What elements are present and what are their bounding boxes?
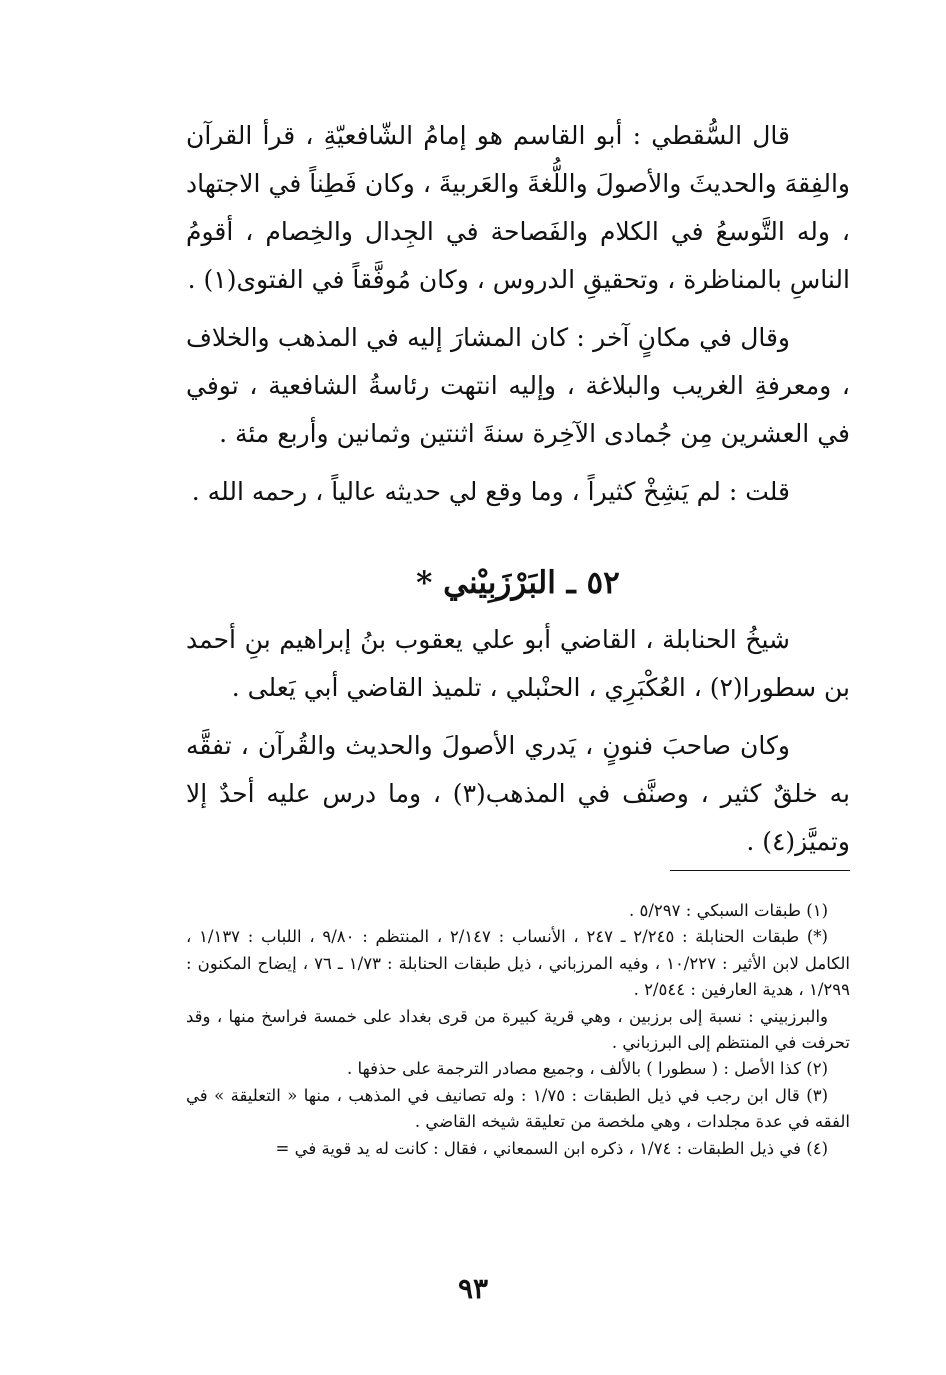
paragraph-3: قلت : لم يَشِخْ كثيراً ، وما وقع لي حديثه عالياً ، رحمه الله .: [191, 477, 790, 506]
section-heading: ٥٢ ـ البَرْزَبِيْني *: [416, 565, 620, 601]
footnote-separator: [670, 870, 850, 871]
page-number: ٩٣: [457, 1272, 489, 1305]
footnote-1: (١) طبقات السبكي : ٥/٢٩٧ .: [629, 901, 828, 920]
paragraph-5: وكان صاحبَ فنونٍ ، يَدري الأصولَ والحديث والقُرآن ، تفقَّه به خلقٌ كثير ، وصنَّف في المذهب(٣) ، وما درس عليه أحدٌ إلا وتميَّز(٤) .: [186, 731, 850, 856]
footnote-4: (٤) في ذيل الطبقات : ١/٧٤ ، ذكره ابن السمعاني ، فقال : كانت له يد قوية في =: [275, 1138, 828, 1158]
footnotes: [186, 898, 850, 1162]
footnote-star-note: والبرزبيني : نسبة إلى برزبين ، وهي قرية كبيرة من قرى بغداد على خمسة فراسخ منها ، وقد تحرفت في المنتظم إلى البرزباني .: [186, 1006, 850, 1053]
main-text: [186, 112, 850, 866]
footnote-star: (*) طبقات الحنابلة : ٢/٢٤٥ ـ ٢٤٧ ، الأنساب : ٢/١٤٧ ، المنتظم : ٩/٨٠ ، اللباب : ١/١٣٧ ، الكامل لابن الأثير : ١٠/٢٢٧ ، وفيه المرزباني ، ذيل طبقات الحنابلة : ١/٧٣ ـ ٧٦ ، إيضاح المكنون : ١/٢٩٩ ، هدية العارفين : ٢/٥٤٤ .: [186, 927, 851, 1000]
footnote-2: (٢) كذا الأصل : ( سطورا ) بالألف ، وجميع مصادر الترجمة على حذفها .: [346, 1059, 828, 1079]
footnote-3: (٣) قال ابن رجب في ذيل الطبقات : ١/٧٥ : وله تصانيف في المذهب ، منها « التعليقة » في الفقه في عدة مجلدات ، وهي ملخصة من تعليقة شيخه القاضي .: [186, 1085, 850, 1132]
paragraph-4: شيخُ الحنابلة ، القاضي أبو علي يعقوب بنُ إبراهيم بنِ أحمد بن سطورا(٢) ، العُكْبَرِي ، الحنْبلي ، تلميذ القاضي أبي يَعلى .: [186, 625, 850, 702]
paragraph-1: قال السُّقطي : أبو القاسم هو إمامُ الشّافعيّةِ ، قرأ القرآن والفِقهَ والحديثَ والأصولَ واللُّغةَ والعَربيةَ ، وكان فَطِناً في الاجتهاد ، وله التَّوسعُ في الكلام والفَصاحة في الجِدال والخِصام ، أقومُ الناسِ بالمناظرة ، وتحقيقِ الدروس ، وكان مُوفَّقاً في الفتوى(١) .: [186, 121, 850, 294]
paragraph-2: وقال في مكانٍ آخر : كان المشارَ إليه في المذهب والخلاف ، ومعرفةِ الغريب والبلاغة ، وإليه انتهت رئاسةُ الشافعية ، توفي في العشرين مِن جُمادى الآخِرة سنةَ اثنتين وثمانين وأربع مئة .: [186, 323, 850, 448]
